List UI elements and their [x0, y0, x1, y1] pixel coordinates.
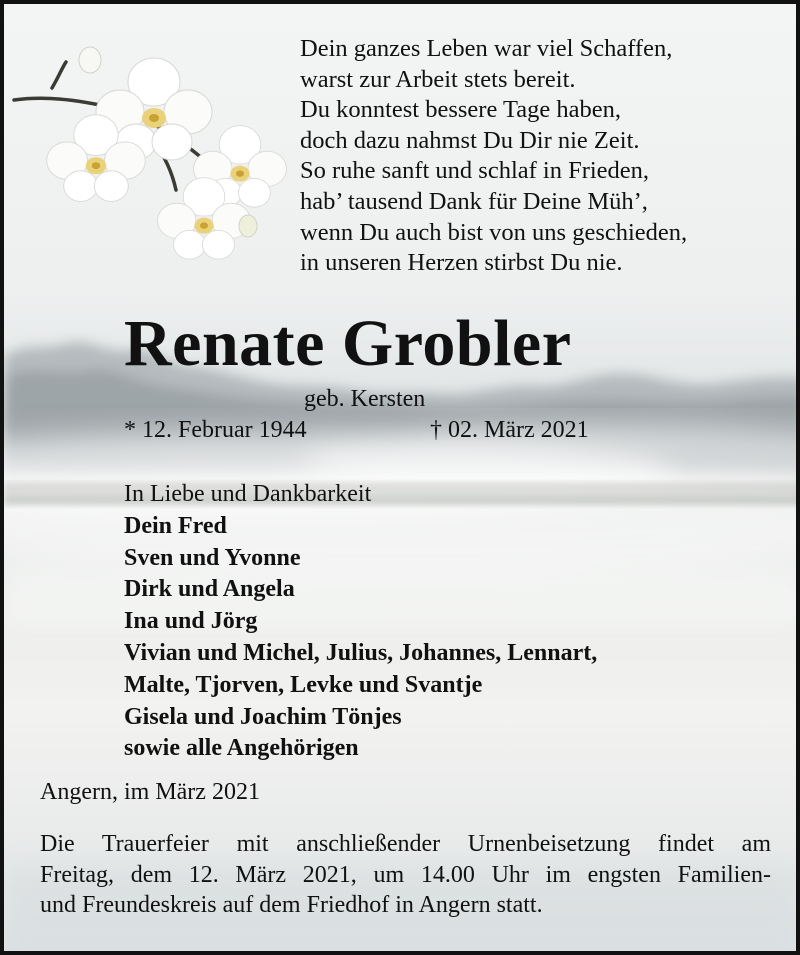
mourners-list — [124, 479, 597, 765]
poem-line: So ruhe sanft und schlaf in Frieden, — [300, 157, 650, 185]
funeral-line: Die Trauerfeier mit anschließender Urnenbeisetzung findet am — [40, 831, 771, 857]
maiden-name: geb. Kersten — [304, 386, 426, 412]
funeral-line: und Freundeskreis auf dem Friedhof in Angern statt. — [40, 892, 543, 918]
mourner-entry: Dirk und Angela — [124, 576, 295, 603]
funeral-announcement — [40, 829, 771, 921]
poem-line: hab’ tausend Dank für Deine Müh’, — [300, 187, 648, 215]
funeral-line: Freitag, dem 12. März 2021, um 14.00 Uhr im engsten Familien- — [40, 861, 771, 888]
mourner-entry: Sven und Yvonne — [124, 544, 301, 571]
poem-line: Dein ganzes Leben war viel Schaffen, — [300, 35, 673, 62]
poem-line: in unseren Herzen stirbst Du nie. — [300, 249, 623, 277]
mourner-entry: Gisela und Joachim Tönjes — [124, 703, 402, 730]
poem-line: Du konntest bessere Tage haben, — [300, 96, 622, 124]
orchid-image — [14, 47, 286, 259]
place-date: Angern, im März 2021 — [40, 779, 260, 805]
poem-line: doch dazu nahmst Du Dir nie Zeit. — [300, 126, 640, 154]
poem-line: warst zur Arbeit stets bereit. — [300, 65, 576, 93]
mourner-entry: Malte, Tjorven, Levke und Svantje — [124, 671, 483, 698]
deceased-name: Renate Grobler — [124, 307, 572, 380]
mourner-entry: Ina und Jörg — [124, 608, 258, 635]
mourners-intro: In Liebe und Dankbarkeit — [124, 481, 372, 507]
mourner-entry: sowie alle Angehörigen — [124, 735, 359, 762]
memorial-poem — [300, 34, 687, 279]
mourner-entry: Dein Fred — [124, 512, 227, 539]
mourner-entry: Vivian und Michel, Julius, Johannes, Lennart, — [124, 639, 598, 666]
birth-date: * 12. Februar 1944 — [124, 417, 307, 443]
death-date: † 02. März 2021 — [430, 417, 589, 443]
poem-line: wenn Du auch bist von uns geschieden, — [300, 218, 688, 246]
